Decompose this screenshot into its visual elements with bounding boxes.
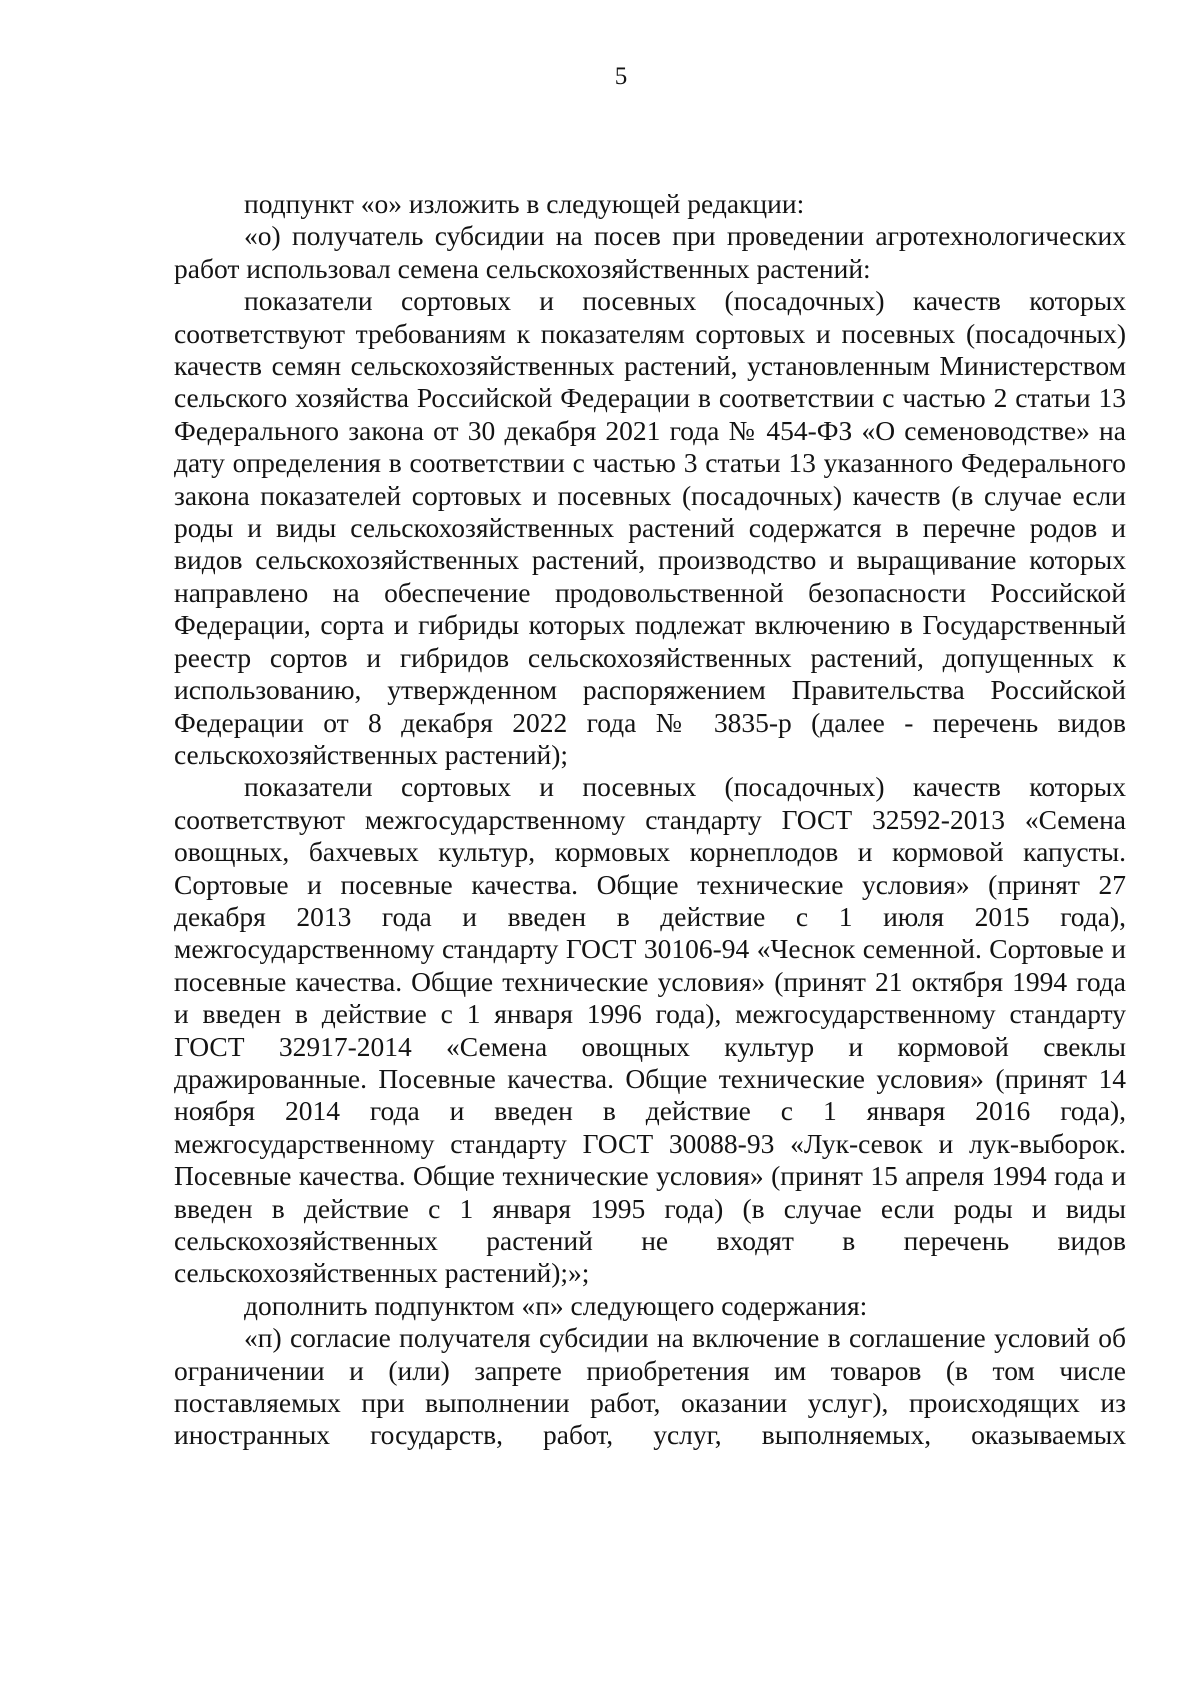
paragraph-instruction-p: дополнить подпунктом «п» следующего содержания:	[244, 1289, 868, 1321]
document-body	[174, 188, 1126, 1452]
page-number: 5	[614, 63, 628, 90]
paragraph-subitem-p: «п) согласие получателя субсидии на включение в соглашение условий об ограничении и (или) запрете приобретения им товаров (в том числе поставляемых при выполнении работ, оказании услуг), происходящих из иностранных государств, работ, услуг, выполняемых, оказываемых	[174, 1322, 1126, 1451]
paragraph-indicators-gost: показатели сортовых и посевных (посадочных) качеств которых соответствуют межгосударственному стандарту ГОСТ 32592-2013 «Семена овощных, бахчевых культур, кормовых корнеплодов и кормовой капусты. Сортовые и посевные качества. Общие технические условия» (принят 27 декабря 2013 года и введен в действие с 1 июля 2015 года), межгосударственному стандарту ГОСТ 30106-94 «Чеснок семенной. Сортовые и посевные качества. Общие технические условия» (принят 21 октября 1994 года и введен в действие с 1 января 1996 года), межгосударственному стандарту ГОСТ 32917-2014 «Семена овощных культур и кормовой свеклы дражированные. Посевные качества. Общие технические условия» (принят 14 ноября 2014 года и введен в действие с 1 января 2016 года), межгосударственному стандарту ГОСТ 30088-93 «Лук-севок и лук-выборок. Посевные качества. Общие технические условия» (принят 15 апреля 1994 года и введен в действие с 1 января 1995 года) (в случае если роды и виды сельскохозяйственных растений не входят в перечень видов сельскохозяйственных растений);»;	[174, 771, 1126, 1289]
paragraph-indicators-requirements: показатели сортовых и посевных (посадочных) качеств которых соответствуют требованиям к показателям сортовых и посевных (посадочных) качеств семян сельскохозяйственных растений, установленным Министерством сельского хозяйства Российской Федерации в соответствии с частью 2 статьи 13 Федерального закона от 30 декабря 2021 года № 454-ФЗ «О семеноводстве» на дату определения в соответствии с частью 3 статьи 13 указанного Федерального закона показателей сортовых и посевных (посадочных) качеств (в случае если роды и виды сельскохозяйственных растений содержатся в перечне родов и видов сельскохозяйственных растений, производство и выращивание которых направлено на обеспечение продовольственной безопасности Российской Федерации, сорта и гибриды которых подлежат включению в Государственный реестр сортов и гибридов сельскохозяйственных растений, допущенных к использованию, утвержденном распоряжением Правительства Российской Федерации от 8 декабря 2022 года № 3835-р (далее - перечень видов сельскохозяйственных растений);	[174, 285, 1126, 770]
paragraph-subitem-o: «о) получатель субсидии на посев при проведении агротехнологических работ использовал семена сельскохозяйственных растений:	[174, 220, 1126, 284]
paragraph-instruction-o: подпункт «о» изложить в следующей редакции:	[244, 188, 805, 219]
